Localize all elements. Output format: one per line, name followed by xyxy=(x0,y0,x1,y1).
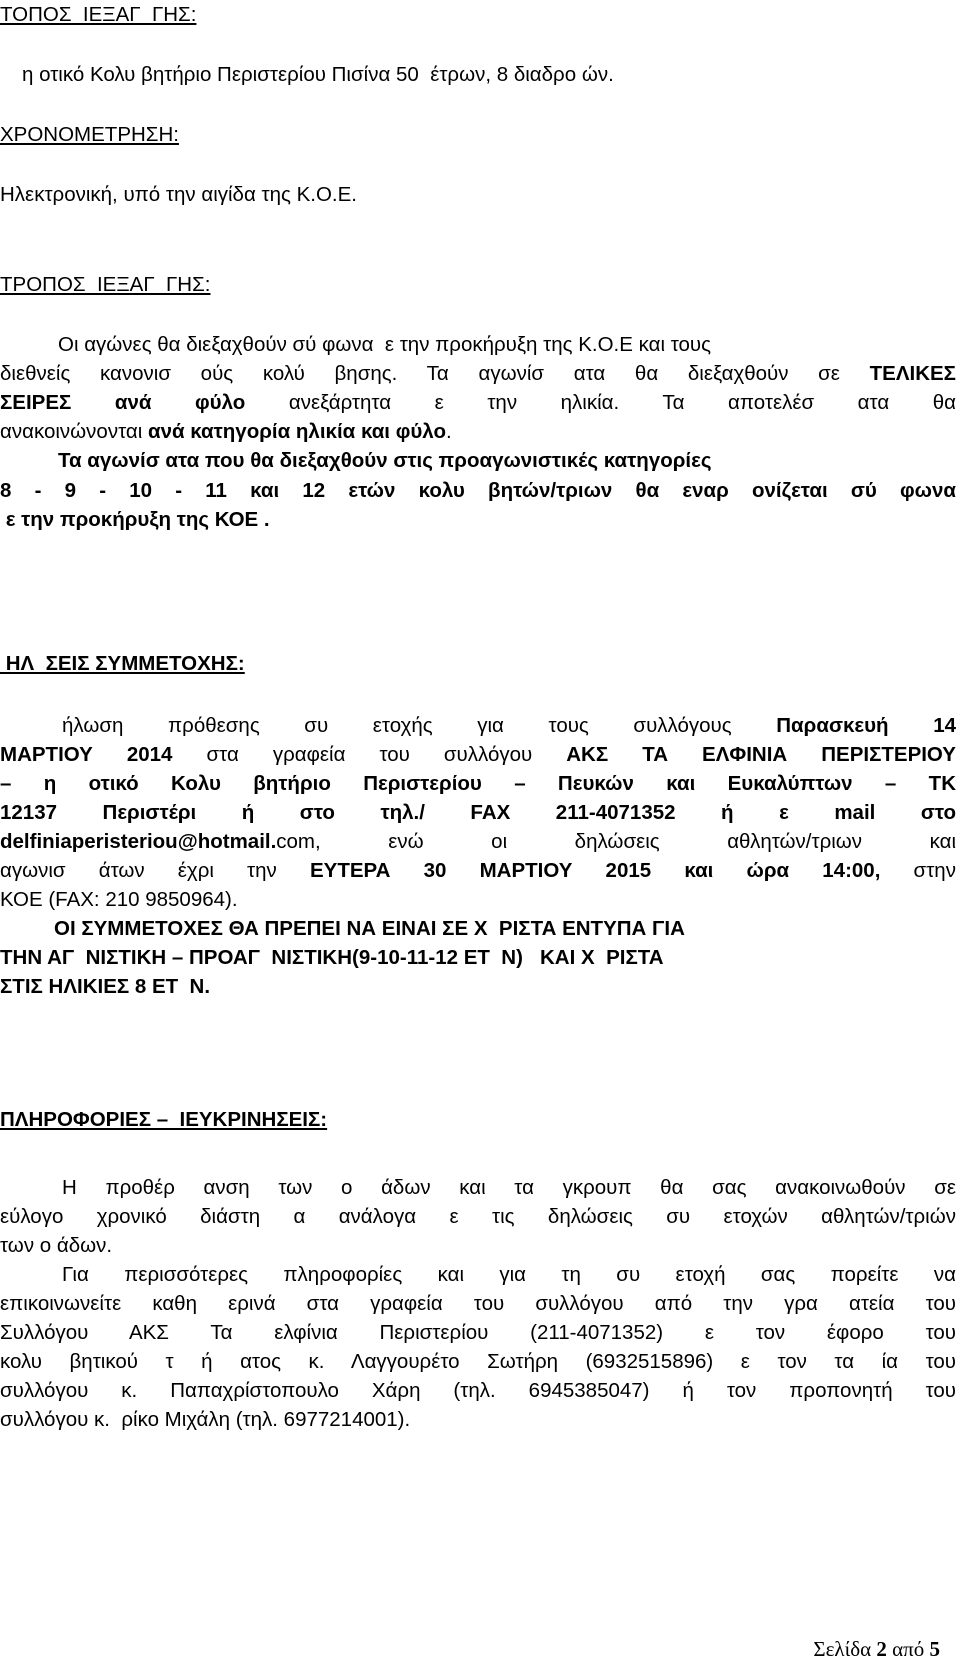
conduct-paragraph2-line: 8 - 9 - 10 - 11 και 12 ετών κολυ βητών/τριων θα εναρ ονίζεται σύ φωνα xyxy=(0,479,956,502)
timing-heading: ΧΡΟΝΟΜΕΤΡΗΣΗ: xyxy=(0,123,179,146)
info-paragraph2-line: Για περισσότερες πληροφορίες και για τη συ ετοχή σας πορείτε να xyxy=(62,1263,956,1286)
info-paragraph-line: Η προθέρ ανση των ο άδων και τα γκρουπ θα σας ανακοινωθούν σε xyxy=(62,1176,956,1199)
entries-paragraph-line: ΚΟΕ (FAX: 210 9850964). xyxy=(0,888,238,911)
info-paragraph2-line: συλλόγου κ. ρίκο Μιχάλη (τηλ. 6977214001). xyxy=(0,1408,411,1431)
info-paragraph2-line: Συλλόγου ΑΚΣ Τα ελφίνια Περιστερίου (211-4071352) ε τον έφορο του xyxy=(0,1321,956,1344)
entries-paragraph-line: 12137 Περιστέρι ή στο τηλ./ FAX 211-4071352 ή ε mail στο xyxy=(0,801,956,824)
info-paragraph2-line: συλλόγου κ. Παπαχρίστοπουλο Χάρη (τηλ. 6945385047) ή τον προπονητή του xyxy=(0,1379,956,1402)
conduct-paragraph-line: διεθνείς κανονισ ούς κολύ βησης. Τα αγωνίσ ατα θα διεξαχθούν σε ΤΕΛΙΚΕΣ xyxy=(0,362,956,385)
venue-text: η οτικό Κολυ βητήριο Περιστερίου Πισίνα 50 έτρων, 8 διαδρο ών. xyxy=(22,63,614,86)
entries-paragraph-line: ήλωση πρόθεσης συ ετοχής για τους συλλόγους Παρασκευή 14 xyxy=(62,714,956,737)
conduct-heading: ΤΡΟΠΟΣ ΙΕΞΑΓ ΓΗΣ: xyxy=(0,273,211,296)
info-heading: ΠΛΗΡΟΦΟΡΙΕΣ – ΙΕΥΚΡΙΝΗΣΕΙΣ: xyxy=(0,1108,328,1131)
info-paragraph2-line: επικοινωνείτε καθη ερινά στα γραφεία του συλλόγου από την γρα ατεία του xyxy=(0,1292,956,1315)
entries-notice-line: ΣΤΙΣ ΗΛΙΚΙΕΣ 8 ΕΤ Ν. xyxy=(0,975,211,998)
conduct-paragraph2-line: ε την προκήρυξη της ΚΟΕ . xyxy=(0,508,270,531)
venue-heading: ΤΟΠΟΣ ΙΕΞΑΓ ΓΗΣ: xyxy=(0,3,197,26)
conduct-paragraph-line: ανακοινώνονται ανά κατηγορία ηλικία και φύλο. xyxy=(0,420,452,443)
entries-paragraph-line: ΜΑΡΤΙΟΥ 2014 στα γραφεία του συλλόγου ΑΚΣ ΤΑ ΕΛΦΙΝΙΑ ΠΕΡΙΣΤΕΡΙΟΥ xyxy=(0,743,956,766)
entries-paragraph-line: – η οτικό Κολυ βητήριο Περιστερίου – Πευκών και Ευκαλύπτων – ΤΚ xyxy=(0,772,956,795)
entries-notice-line: ΟΙ ΣΥΜΜΕΤΟΧΕΣ ΘΑ ΠΡΕΠΕΙ ΝΑ ΕΙΝΑΙ ΣΕ Χ ΡΙΣΤΑ ΕΝΤΥΠΑ ΓΙΑ xyxy=(54,917,685,940)
conduct-paragraph2-line: Τα αγωνίσ ατα που θα διεξαχθούν στις προαγωνιστικές κατηγορίες xyxy=(58,449,712,472)
entries-paragraph-line: αγωνισ άτων έχρι την ΕΥΤΕΡΑ 30 ΜΑΡΤΙΟΥ 2015 και ώρα 14:00, στην xyxy=(0,859,956,882)
timing-text: Ηλεκτρονική, υπό την αιγίδα της Κ.Ο.Ε. xyxy=(0,183,357,206)
entries-heading: ΗΛ ΣΕΙΣ ΣΥΜΜΕΤΟΧΗΣ: xyxy=(0,652,245,675)
conduct-paragraph-line: ΣΕΙΡΕΣ ανά φύλο ανεξάρτητα ε την ηλικία. Τα αποτελέσ ατα θα xyxy=(0,391,956,414)
entries-paragraph-line: delfiniaperisteriou@hotmail.com, ενώ οι δηλώσεις αθλητών/τριων και xyxy=(0,830,956,853)
conduct-paragraph-line: Οι αγώνες θα διεξαχθούν σύ φωνα ε την προκήρυξη της Κ.Ο.Ε και τους xyxy=(58,333,712,356)
info-paragraph-line: εύλογο χρονικό διάστη α ανάλογα ε τις δηλώσεις συ ετοχών αθλητών/τριών xyxy=(0,1205,956,1228)
page-number-footer: Σελίδα 2 από 5 xyxy=(813,1637,940,1661)
entries-notice-line: ΤΗΝ ΑΓ ΝΙΣΤΙΚΗ – ΠΡΟΑΓ ΝΙΣΤΙΚΗ(9-10-11-12 ΕΤ Ν) ΚΑΙ Χ ΡΙΣΤΑ xyxy=(0,946,664,969)
info-paragraph-line: των ο άδων. xyxy=(0,1234,113,1257)
info-paragraph2-line: κολυ βητικού τ ή ατος κ. Λαγγουρέτο Σωτήρη (6932515896) ε τον τα ία του xyxy=(0,1350,956,1373)
